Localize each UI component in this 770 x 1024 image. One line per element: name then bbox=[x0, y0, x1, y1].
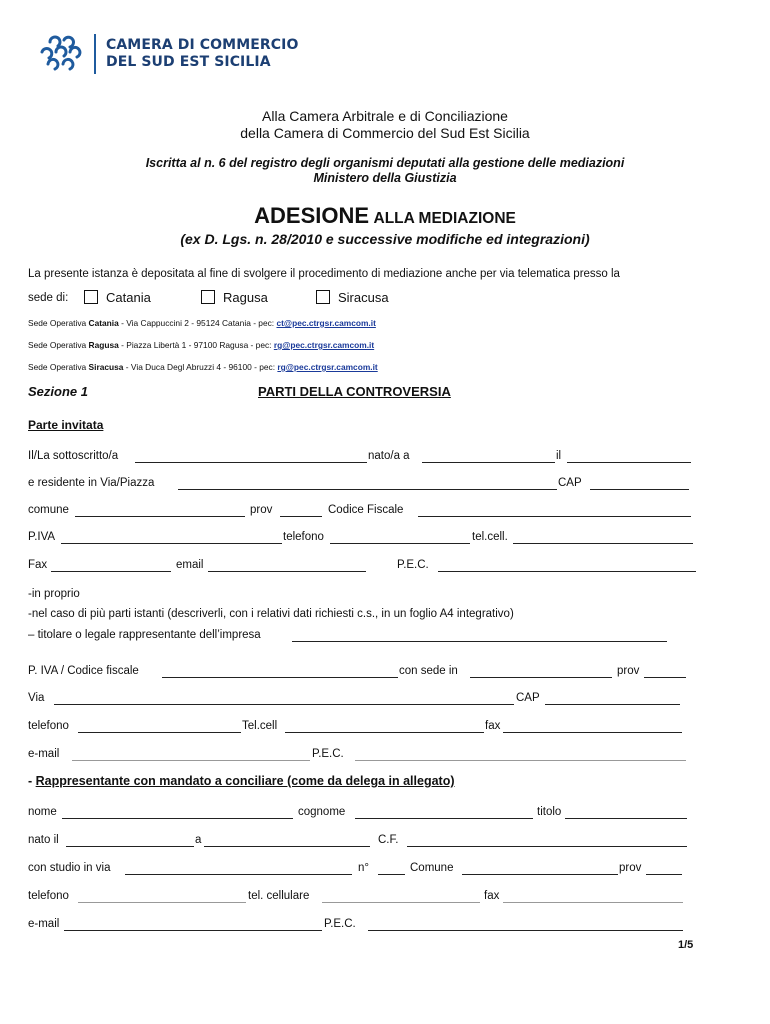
pec-label: P.E.C. bbox=[397, 559, 429, 571]
telefono-label: telefono bbox=[283, 531, 324, 543]
rapp-studio-field[interactable] bbox=[125, 874, 352, 875]
chamber-logo-text bbox=[106, 37, 298, 71]
logo-line-1: CAMERA DI COMMERCIO bbox=[106, 37, 299, 53]
rapp-cognome-field[interactable] bbox=[355, 818, 533, 819]
rapp-fax-field[interactable] bbox=[503, 902, 683, 903]
sede-city: Catania bbox=[88, 318, 119, 328]
title-big: ADESIONE bbox=[254, 203, 370, 228]
pec-link-catania[interactable]: ct@pec.ctrgsr.camcom.it bbox=[276, 318, 376, 328]
cap-field[interactable] bbox=[590, 489, 689, 490]
rapp-nome-field[interactable] bbox=[62, 818, 293, 819]
comune-field[interactable] bbox=[75, 516, 245, 517]
addressee-line-2: della Camera di Commercio del Sud Est Sicilia bbox=[240, 125, 530, 141]
impresa-telcell-label: Tel.cell bbox=[242, 720, 278, 732]
catania-checkbox[interactable] bbox=[84, 290, 98, 304]
impresa-sede-label: con sede in bbox=[399, 665, 458, 677]
impresa-via-label: Via bbox=[28, 692, 45, 704]
rapp-email-field[interactable] bbox=[64, 930, 322, 931]
sede-catania bbox=[28, 318, 376, 328]
option-siracusa[interactable] bbox=[316, 290, 389, 305]
telefono-field[interactable] bbox=[330, 543, 470, 544]
impresa-prov-label: prov bbox=[617, 665, 640, 677]
fax-field[interactable] bbox=[51, 571, 171, 572]
in-proprio-text: -in proprio bbox=[28, 588, 80, 600]
rapp-comune-field[interactable] bbox=[462, 874, 618, 875]
ragusa-checkbox[interactable] bbox=[201, 290, 215, 304]
impresa-telcell-field[interactable] bbox=[285, 732, 484, 733]
piva-label: P.IVA bbox=[28, 531, 56, 543]
rapp-cf-field[interactable] bbox=[407, 846, 687, 847]
cap-label: CAP bbox=[558, 477, 582, 489]
impresa-sede-field[interactable] bbox=[470, 677, 612, 678]
sede-siracusa bbox=[28, 362, 378, 372]
sede-city: Ragusa bbox=[88, 340, 119, 350]
rapp-telefono-label: telefono bbox=[28, 890, 69, 902]
email-label: email bbox=[176, 559, 204, 571]
comune-label: comune bbox=[28, 504, 69, 516]
option-catania-label: Catania bbox=[106, 290, 151, 305]
telcell-label: tel.cell. bbox=[472, 531, 508, 543]
addressee-line-1: Alla Camera Arbitrale e di Conciliazione bbox=[262, 108, 508, 124]
registry-line-1: Iscritta al n. 6 del registro degli organismi deputati alla gestione delle mediazioni bbox=[145, 156, 625, 170]
siracusa-checkbox[interactable] bbox=[316, 290, 330, 304]
fax-label: Fax bbox=[28, 559, 48, 571]
il-field[interactable] bbox=[567, 462, 691, 463]
rapp-studio-label: con studio in via bbox=[28, 862, 111, 874]
registry-line-2: Ministero della Giustizia bbox=[313, 171, 457, 185]
titolare-field[interactable] bbox=[292, 641, 667, 642]
rapp-prov-field[interactable] bbox=[646, 874, 682, 875]
rapp-n-field[interactable] bbox=[378, 874, 405, 875]
impresa-pec-label: P.E.C. bbox=[312, 748, 344, 760]
rapp-telefono-field[interactable] bbox=[78, 902, 246, 903]
parte-heading: Parte invitata bbox=[28, 418, 104, 432]
rapp-pec-label: P.E.C. bbox=[324, 918, 356, 930]
impresa-fax-field[interactable] bbox=[503, 732, 682, 733]
option-ragusa[interactable] bbox=[201, 290, 268, 305]
impresa-telefono-label: telefono bbox=[28, 720, 69, 732]
sede-address: - Via Duca Degl Abruzzi 4 - 96100 - pec: bbox=[123, 362, 278, 372]
heading-text: Rappresentante con mandato a conciliare (come da delega in allegato) bbox=[35, 774, 455, 788]
rapp-a-label: a bbox=[195, 834, 202, 846]
sottoscritto-field[interactable] bbox=[135, 462, 367, 463]
sede-city: Siracusa bbox=[88, 362, 124, 372]
rapp-fax-label: fax bbox=[484, 890, 500, 902]
sede-address: - Via Cappuccini 2 - 95124 Catania - pec: bbox=[118, 318, 277, 328]
sede-prefix: Sede Operativa bbox=[28, 318, 89, 328]
telcell-field[interactable] bbox=[513, 543, 693, 544]
nato-label: nato/a a bbox=[368, 450, 410, 462]
rapp-nato-il-label: nato il bbox=[28, 834, 59, 846]
impresa-cap-field[interactable] bbox=[545, 704, 680, 705]
pec-link-siracusa[interactable]: rg@pec.ctrgsr.camcom.it bbox=[277, 362, 378, 372]
email-field[interactable] bbox=[208, 571, 366, 572]
pec-field[interactable] bbox=[438, 571, 696, 572]
rapp-telcell-label: tel. cellulare bbox=[248, 890, 310, 902]
rapp-n-label: n° bbox=[358, 862, 369, 874]
rapp-prov-label: prov bbox=[619, 862, 642, 874]
section-title: PARTI DELLA CONTROVERSIA bbox=[258, 384, 451, 399]
option-catania[interactable] bbox=[84, 290, 151, 305]
impresa-cap-label: CAP bbox=[516, 692, 540, 704]
sede-ragusa bbox=[28, 340, 374, 350]
rapp-nato-il-field[interactable] bbox=[66, 846, 194, 847]
il-label: il bbox=[556, 450, 562, 462]
impresa-pec-field[interactable] bbox=[355, 760, 686, 761]
impresa-email-label: e-mail bbox=[28, 748, 60, 760]
impresa-piva-cf-label: P. IVA / Codice fiscale bbox=[28, 665, 139, 677]
nato-field[interactable] bbox=[422, 462, 555, 463]
rapp-telcell-field[interactable] bbox=[322, 902, 480, 903]
sede-prefix: Sede Operativa bbox=[28, 340, 89, 350]
heading-prefix: - bbox=[28, 774, 36, 788]
intro-text: La presente istanza è depositata al fine di svolgere il procedimento di mediazione anche per via telematica presso la bbox=[28, 268, 620, 280]
codice-fiscale-field[interactable] bbox=[418, 516, 691, 517]
impresa-fax-label: fax bbox=[485, 720, 501, 732]
impresa-via-field[interactable] bbox=[54, 704, 514, 705]
impresa-telefono-field[interactable] bbox=[78, 732, 241, 733]
document-subtitle: (ex D. Lgs. n. 28/2010 e successive modifiche ed integrazioni) bbox=[180, 231, 590, 247]
logo-divider bbox=[94, 34, 96, 74]
residente-field[interactable] bbox=[178, 489, 557, 490]
option-siracusa-label: Siracusa bbox=[338, 290, 389, 305]
pec-link-ragusa[interactable]: rg@pec.ctrgsr.camcom.it bbox=[273, 340, 375, 350]
rapp-cf-label: C.F. bbox=[378, 834, 399, 846]
rapp-titolo-label: titolo bbox=[537, 806, 562, 818]
codice-fiscale-label: Codice Fiscale bbox=[328, 504, 404, 516]
prov-label: prov bbox=[250, 504, 273, 516]
option-ragusa-label: Ragusa bbox=[223, 290, 268, 305]
prov-field[interactable] bbox=[280, 516, 322, 517]
piva-field[interactable] bbox=[61, 543, 282, 544]
rapp-comune-label: Comune bbox=[410, 862, 454, 874]
page-number: 1/5 bbox=[678, 939, 694, 951]
rappresentante-heading bbox=[28, 774, 455, 788]
section-number: Sezione 1 bbox=[28, 384, 88, 399]
sede-address: - Piazza Libertà 1 - 97100 Ragusa - pec: bbox=[118, 340, 274, 350]
rapp-email-label: e-mail bbox=[28, 918, 60, 930]
impresa-email-field[interactable] bbox=[72, 760, 310, 761]
chamber-logo-icon bbox=[36, 34, 88, 74]
sottoscritto-label: Il/La sottoscritto/a bbox=[28, 450, 119, 462]
rapp-a-field[interactable] bbox=[204, 846, 370, 847]
residente-label: e residente in Via/Piazza bbox=[28, 477, 155, 489]
piu-parti-text: -nel caso di più parti istanti (descriverli, con i relativi dati richiesti c.s., in un foglio A4 integrativo) bbox=[28, 608, 514, 620]
rapp-nome-label: nome bbox=[28, 806, 57, 818]
logo-line-2: DEL SUD EST SICILIA bbox=[106, 54, 271, 70]
impresa-prov-field[interactable] bbox=[644, 677, 686, 678]
sede-prefix: Sede Operativa bbox=[28, 362, 89, 372]
rapp-cognome-label: cognome bbox=[298, 806, 346, 818]
title-small: ALLA MEDIAZIONE bbox=[373, 210, 516, 227]
sede-label: sede di: bbox=[28, 292, 69, 304]
impresa-piva-cf-field[interactable] bbox=[162, 677, 398, 678]
rapp-titolo-field[interactable] bbox=[565, 818, 687, 819]
titolare-label: – titolare o legale rappresentante dell’impresa bbox=[28, 629, 261, 641]
document-title bbox=[0, 203, 770, 229]
rapp-pec-field[interactable] bbox=[368, 930, 683, 931]
